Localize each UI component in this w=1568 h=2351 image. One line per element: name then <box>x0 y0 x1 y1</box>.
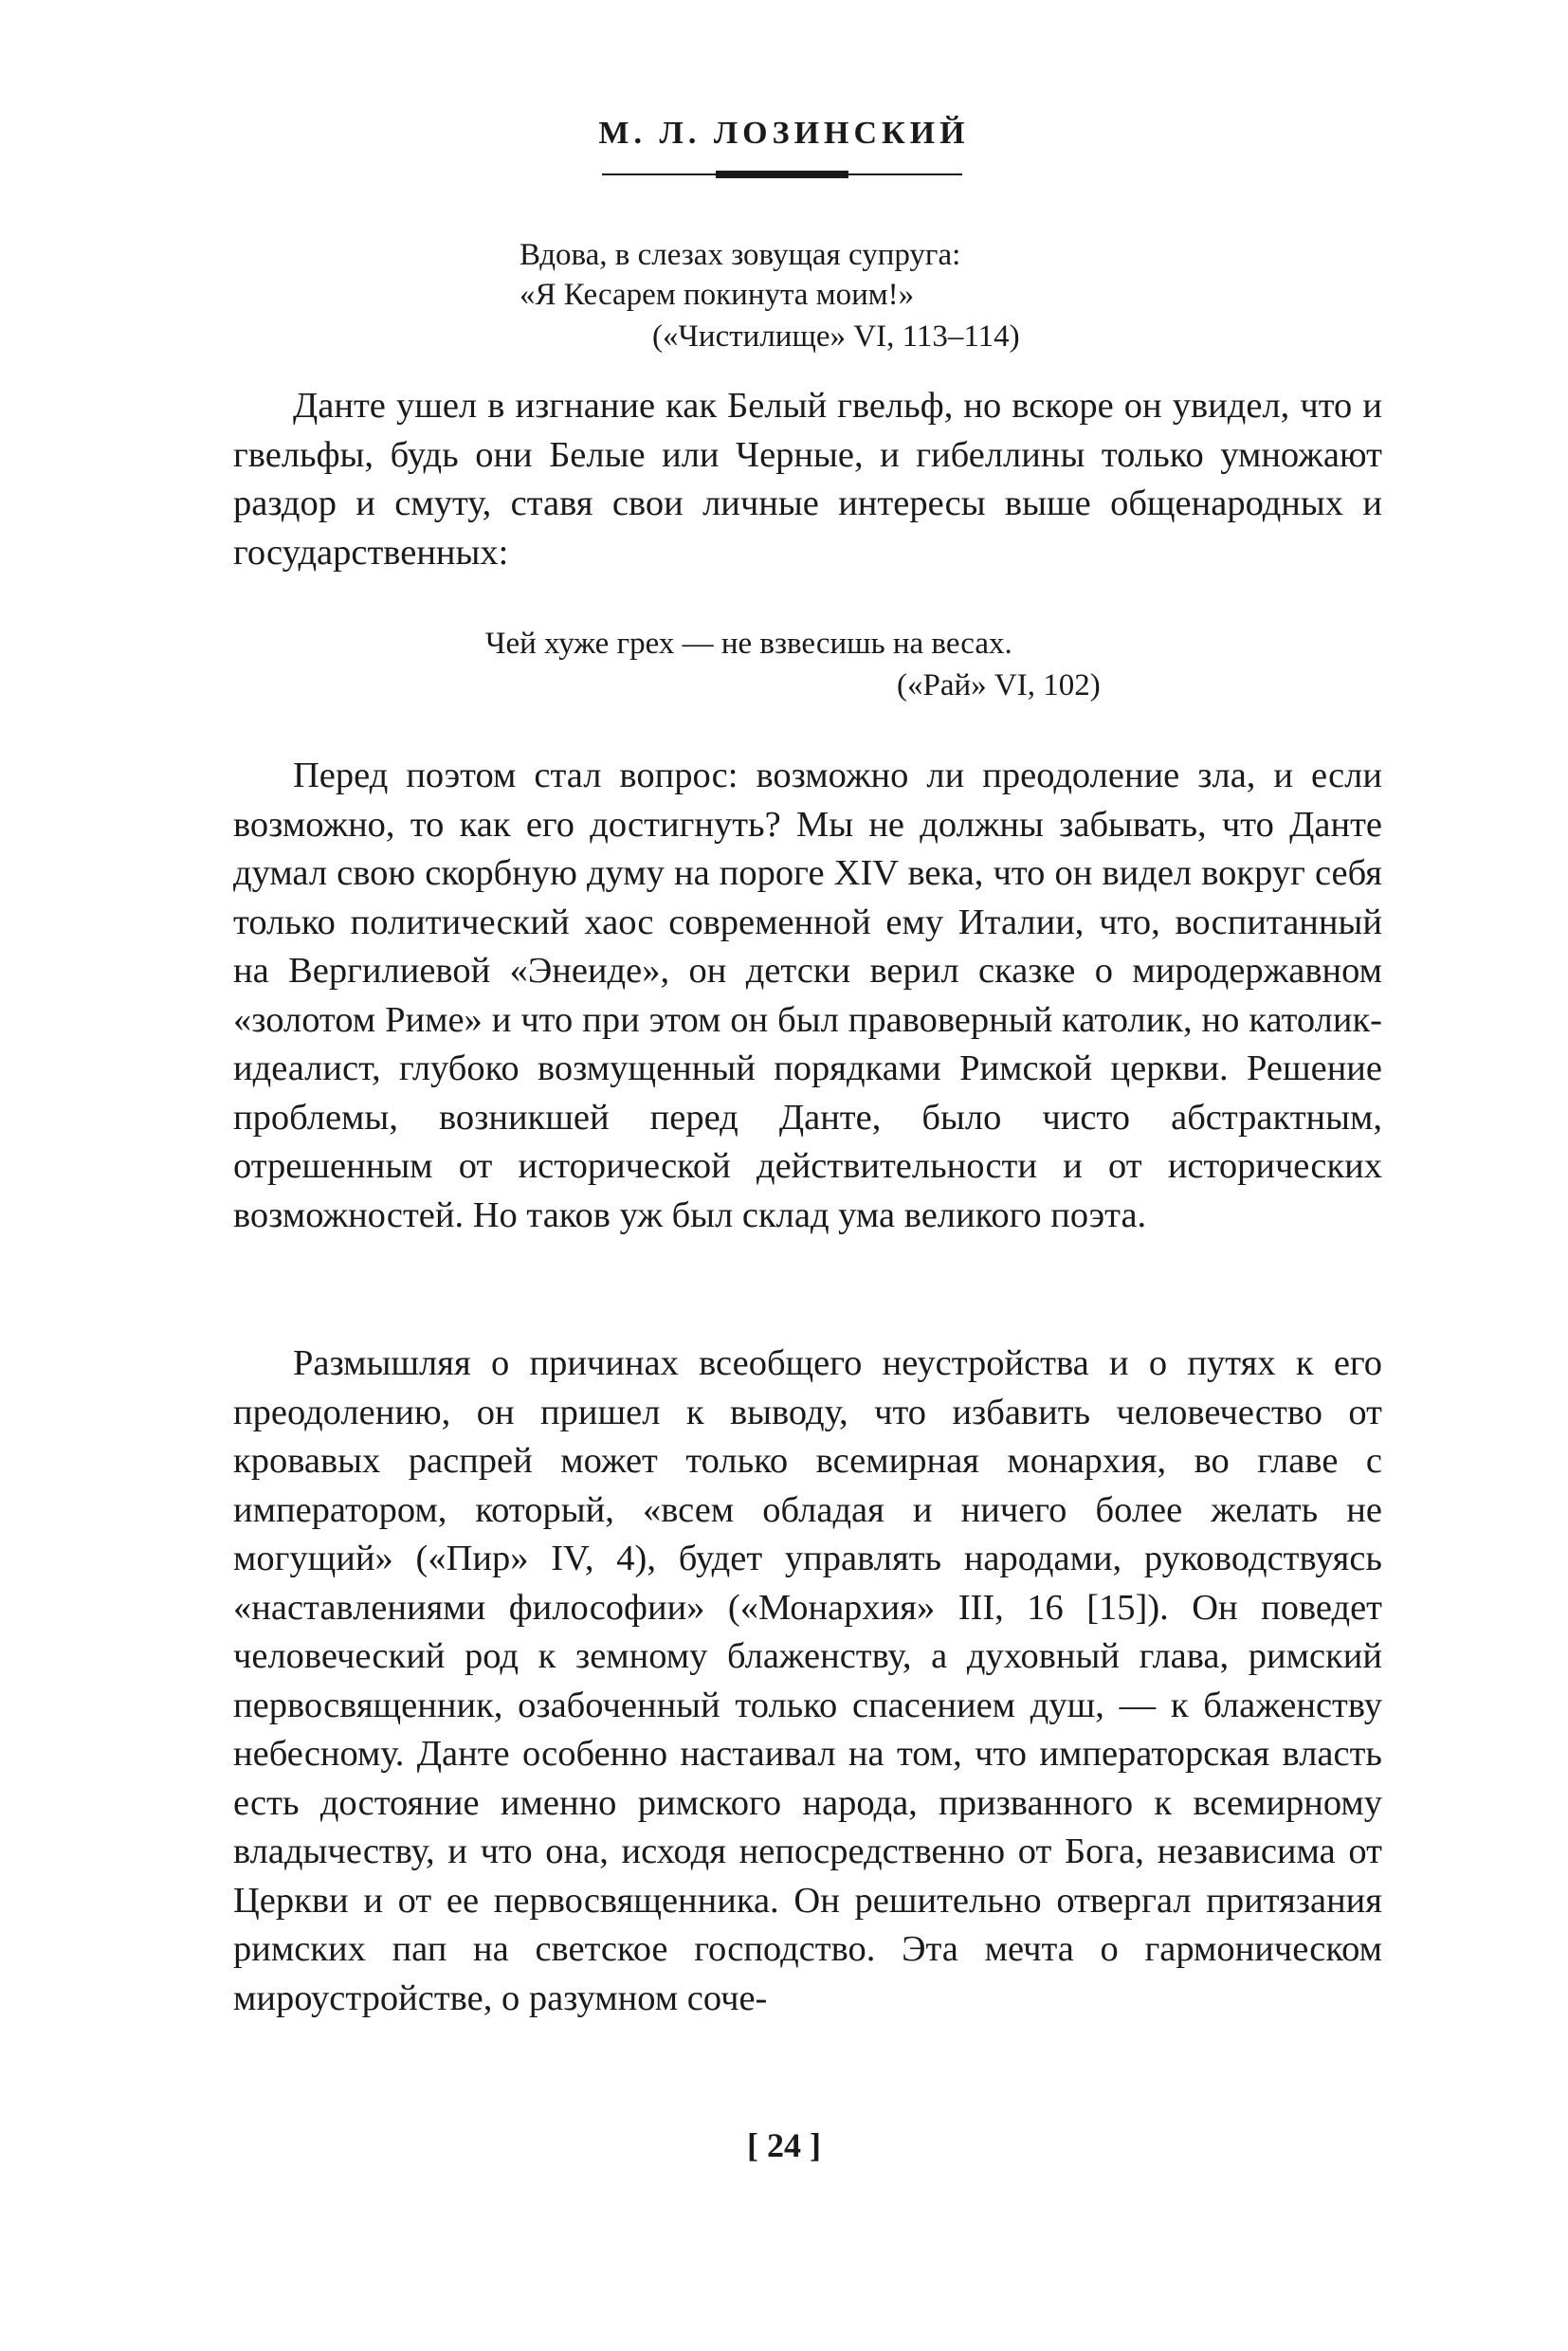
paragraph-1 <box>233 382 1382 577</box>
header-rule-ornament <box>716 171 848 178</box>
epigraph-2-line-1: Чей хуже грех — не взвесишь на весах. <box>485 627 1012 661</box>
paragraph-3-text: Размышляя о причинах всеобщего неустройства и о путях к его преодолению, он пришел к выводу, что избавить человечество от кровавых распрей может только всемирная монархия, во главе с императором, который, «всем обладая и ничего более желать не могущий» («Пир» IV, 4), будет управлять народами, руководствуясь «наставлениями философии» («Монархия» III, 16 [15]). Он поведет человеческий род к земному блаженству, а духовный глава, римский первосвященник, озабоченный только спасением душ, — к блаженству небесному. Данте особенно настаивал на том, что императорская власть есть достояние именно римского народа, призванного к всемирному владычеству, и что она, исходя непосредственно от Бога, независима от Церкви и от ее первосвященника. Он решительно отвергал притязания римских пап на светское господство. Эта мечта о гармоническом мироустройстве, о разумном соче- <box>233 1343 1382 2018</box>
paragraph-3 <box>233 1340 1382 2023</box>
running-head: М. Л. ЛОЗИНСКИЙ <box>598 116 970 151</box>
epigraph-1-line-1: Вдова, в слезах зовущая супруга: <box>520 238 961 272</box>
page-number: [ 24 ] <box>747 2126 821 2164</box>
paragraph-1-text: Данте ушел в изгнание как Белый гвельф, но вскоре он увидел, что и гвельфы, будь они Белые или Черные, и гибеллины только умножают раздор и смуту, ставя свои личные интересы выше общенародных и государственных: <box>233 386 1382 573</box>
epigraph-1-source: («Чистилище» VI, 113–114) <box>652 319 1020 354</box>
paragraph-2-text: Перед поэтом стал вопрос: возможно ли преодоление зла, и если возможно, то как его достигнуть? Мы не должны забывать, что Данте думал свою скорбную думу на пороге XIV века, что он видел вокруг себя только политический хаос современной ему Италии, что, воспитанный на Вергилиевой «Энеиде», он детски верил сказке о миродержавном «золотом Риме» и что при этом он был правоверный католик, но католик-идеалист, глубоко возмущенный порядками Римской церкви. Решение проблемы, возникшей перед Данте, было чисто абстрактным, отрешенным от исторической действительности и от исторических возможностей. Но таков уж был склад ума великого поэта. <box>233 756 1382 1235</box>
epigraph-1-line-2: «Я Кесарем покинута моим!» <box>520 278 915 312</box>
paragraph-2 <box>233 752 1382 1240</box>
epigraph-2-source: («Рай» VI, 102) <box>897 668 1101 702</box>
